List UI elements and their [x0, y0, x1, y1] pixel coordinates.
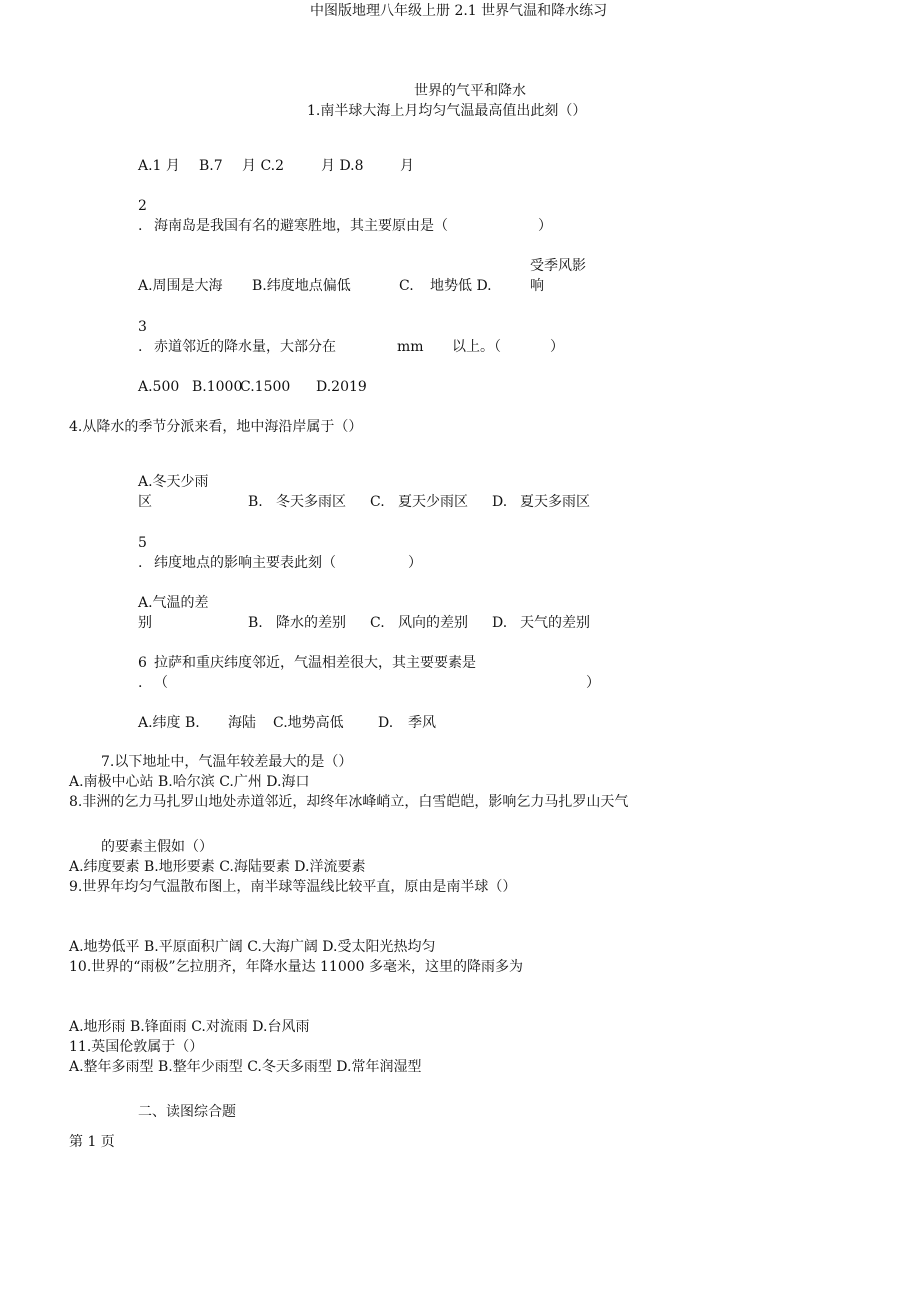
question-1-option: 月 — [400, 158, 414, 174]
question-5-option: 别 — [138, 615, 152, 631]
question-6-number: 6 — [138, 655, 147, 671]
question-5-close: ） — [408, 555, 422, 571]
question-3-option: B.1000 — [192, 379, 243, 395]
question-6-option: C.地势高低 — [273, 715, 344, 731]
question-4-option: 夏天少雨区 — [398, 494, 468, 510]
question-5-number: 5 — [138, 535, 147, 551]
question-2-option: 地势低 D. — [430, 278, 492, 294]
question-3-option: C.1500 — [240, 379, 291, 395]
question-5-option: 天气的差别 — [520, 615, 590, 631]
question-1-option: 月 D.8 — [321, 158, 364, 174]
question-5-option: 风向的差别 — [398, 615, 468, 631]
question-6-open: （ — [154, 675, 168, 691]
question-3-tail: 以上。（ — [452, 339, 501, 355]
page-header: 中图版地理八年级上册 2.1 世界气温和降水练习 — [310, 3, 608, 19]
question-6-close: ） — [586, 675, 600, 691]
question-1-text: 1.南半球大海上月均匀气温最高值出此刻（） — [307, 103, 587, 119]
page-number: 第 1 页 — [69, 1134, 115, 1150]
question-9-options: A.地势低平 B.平原面积广阔 C.大海广阔 D.受太阳光热均匀 — [69, 939, 436, 955]
question-2-text: 海南岛是我国有名的避寒胜地，其主要原由是（ — [154, 218, 448, 234]
question-5-option: D. — [492, 615, 508, 631]
question-3-number: 3 — [138, 319, 147, 335]
question-2-option: 响 — [530, 278, 544, 294]
question-11-options: A.整年多雨型 B.整年少雨型 C.冬天多雨型 D.常年润湿型 — [69, 1059, 422, 1075]
question-2-option: B.纬度地点偏低 — [252, 278, 351, 294]
question-4-option: A.冬天少雨 — [138, 474, 209, 490]
question-4-option: 区 — [138, 494, 152, 510]
question-5-option: B. — [248, 615, 263, 631]
question-6-option: A.纬度 B. — [138, 715, 200, 731]
question-1-option: 月 C.2 — [242, 158, 285, 174]
question-2-option: 受季风影 — [530, 258, 586, 274]
question-3-close: ） — [550, 339, 564, 355]
page-title: 世界的气平和降水 — [414, 83, 526, 99]
question-5-option: 降水的差别 — [276, 615, 346, 631]
question-2-number: 2 — [138, 198, 147, 214]
question-1-option: A.1 月 — [138, 158, 180, 174]
question-3-option: D.2019 — [316, 379, 367, 395]
question-9-text: 9.世界年均匀气温散布图上，南半球等温线比较平直，原由是南半球（） — [69, 879, 517, 895]
question-10-options: A.地形雨 B.锋面雨 C.对流雨 D.台风雨 — [69, 1019, 310, 1035]
question-8-options: A.纬度要素 B.地形要素 C.海陆要素 D.洋流要素 — [69, 859, 366, 875]
question-6-option: 季风 — [408, 715, 436, 731]
question-4-option: B. — [248, 494, 263, 510]
question-5-text: 纬度地点的影响主要表此刻（ — [154, 555, 336, 571]
question-4-text: 4.从降水的季节分派来看，地中海沿岸属于（） — [69, 419, 363, 435]
question-7-text: 7.以下地址中，气温年较差最大的是（） — [101, 754, 353, 770]
question-4-option: C. — [370, 494, 385, 510]
question-6-option: D. — [378, 715, 394, 731]
question-5-option: C. — [370, 615, 385, 631]
question-10-text: 10.世界的“雨极”乞拉朋齐，年降水量达 11000 多毫米，这里的降雨多为 — [69, 959, 524, 975]
question-3-text: 赤道邻近的降水量，大部分在 — [154, 339, 336, 355]
question-2-option: C. — [399, 278, 414, 294]
question-1-option: B.7 — [199, 158, 223, 174]
question-8-text-continued: 的要素主假如（） — [101, 839, 213, 855]
question-4-option: 夏天多雨区 — [520, 494, 590, 510]
question-5-dot: . — [138, 555, 143, 571]
question-3-option: A.500 — [138, 379, 180, 395]
question-6-text: 拉萨和重庆纬度邻近，气温相差很大，其主要要素是 — [154, 655, 476, 671]
question-6-dot: . — [138, 675, 143, 691]
question-3-unit: mm — [397, 339, 424, 355]
section-heading: 二、读图综合题 — [138, 1104, 236, 1120]
question-6-option: 海陆 — [228, 715, 256, 731]
question-4-option: D. — [492, 494, 508, 510]
question-2-dot: . — [138, 218, 143, 234]
question-8-text: 8.非洲的乞力马扎罗山地处赤道邻近，却终年冰峰峭立，白雪皑皑，影响乞力马扎罗山天气 — [69, 794, 629, 810]
question-11-text: 11.英国伦敦属于（） — [69, 1039, 204, 1055]
question-5-option: A.气温的差 — [138, 595, 209, 611]
question-2-close: ） — [538, 218, 552, 234]
question-3-dot: . — [138, 339, 143, 355]
question-2-option: A.周围是大海 — [138, 278, 223, 294]
question-4-option: 冬天多雨区 — [276, 494, 346, 510]
question-7-options: A.南极中心站 B.哈尔滨 C.广州 D.海口 — [69, 774, 310, 790]
